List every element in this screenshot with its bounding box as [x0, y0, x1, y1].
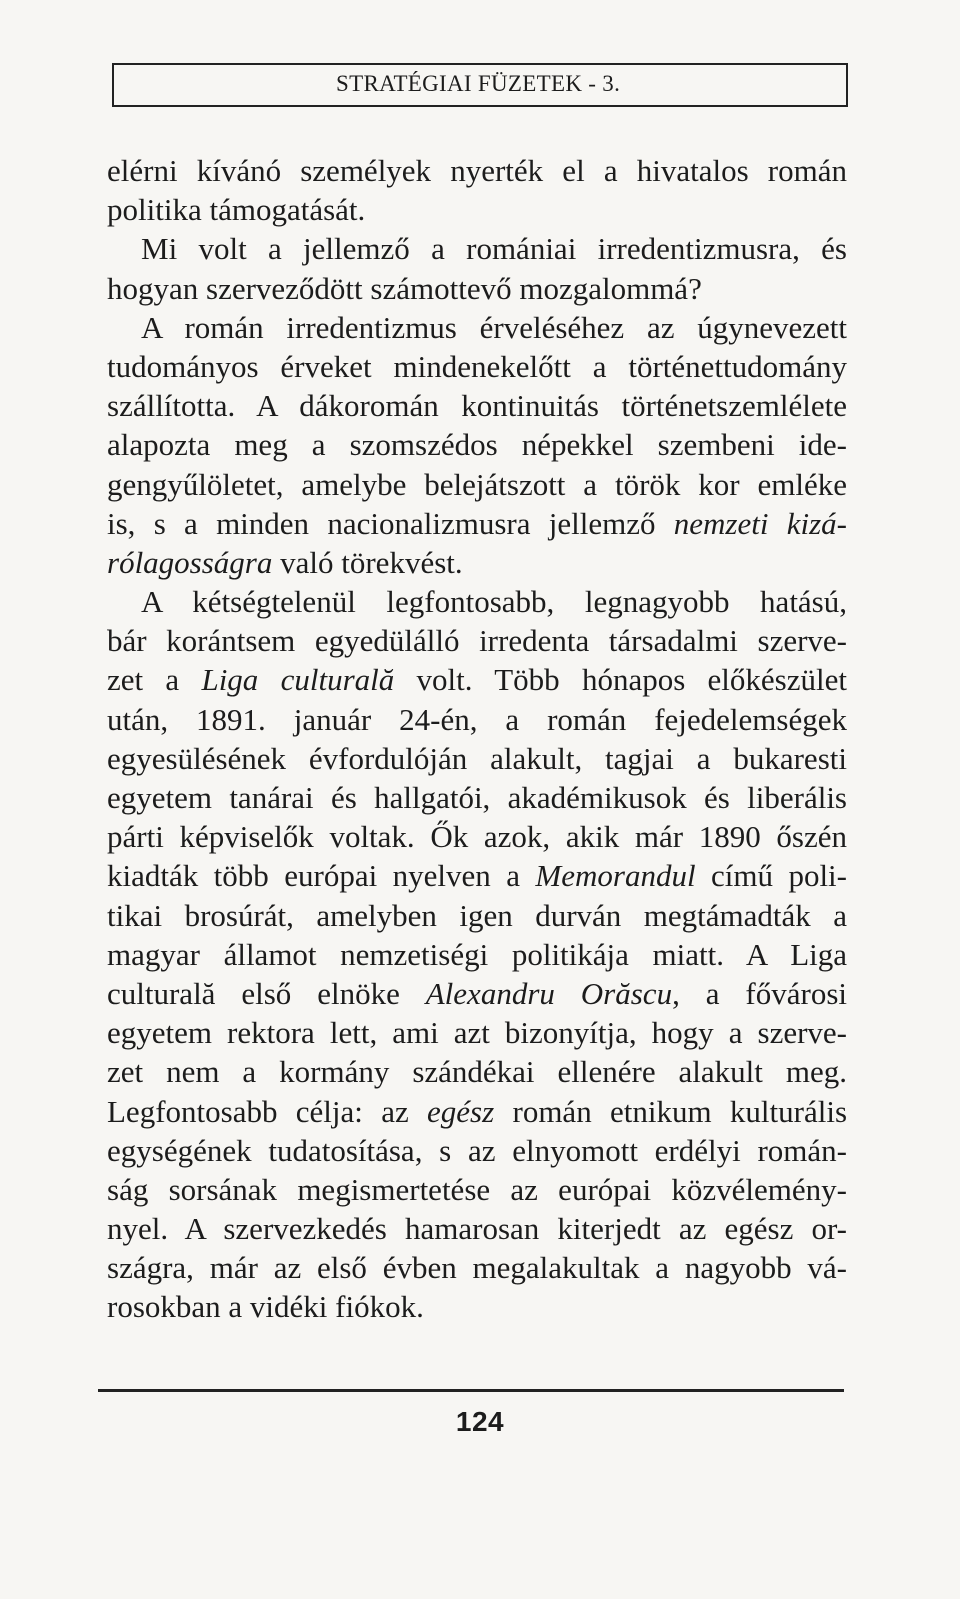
text-line: Mi volt a jellemző a romániai irredentizmusra, és — [141, 231, 847, 267]
text-run: című poli- — [695, 858, 847, 894]
text-line: szállította. A dákoromán kontinuitás történetszemlélete — [107, 388, 847, 424]
text-line: ság sorsának megismertetése az európai közvélemény- — [107, 1171, 847, 1207]
text-line: gengyűlöletet, amelybe belejátszott a török kor emléke — [107, 466, 847, 502]
running-header-box — [112, 63, 848, 107]
text-run: culturală első elnöke — [107, 975, 426, 1011]
text-line: hogyan szerveződött számottevő mozgalommá? — [107, 270, 702, 306]
text-line — [107, 974, 847, 1013]
text-line: után, 1891. január 24-én, a román fejedelemségek — [107, 701, 847, 737]
text-line: egyetem rektora lett, ami azt bizonyítja, hogy a szerve- — [107, 1015, 847, 1051]
page-number: 124 — [455, 1406, 505, 1437]
text-run: Legfontosabb célja: az — [107, 1093, 428, 1129]
text-line — [107, 660, 847, 699]
text-run: is, s a minden nacionalizmusra jellemző — [107, 505, 674, 541]
body-text — [107, 151, 847, 1327]
text-line: tikai brosúrát, amelyben igen durván megtámadták a — [107, 897, 847, 933]
text-line: A román irredentizmus érveléséhez az úgynevezett — [141, 309, 847, 345]
text-line: bár korántsem egyedülálló irredenta társadalmi szerve- — [107, 623, 847, 659]
italic-term: Liga culturală — [201, 662, 395, 698]
italic-term: nemzeti kizá- — [673, 505, 847, 541]
text-line: tudományos érveket mindenekelőtt a történettudomány — [107, 348, 847, 384]
text-line: alapozta meg a szomszédos népekkel szembeni ide- — [107, 427, 847, 463]
text-run: való törekvést. — [272, 544, 463, 580]
text-run: román etnikum kulturális — [494, 1093, 848, 1129]
text-line: magyar államot nemzetiségi politikája miatt. A Liga — [107, 936, 847, 972]
text-line — [107, 504, 847, 543]
text-run: zet a — [107, 662, 202, 698]
text-line: elérni kívánó személyek nyerték el a hivatalos román — [107, 153, 847, 188]
text-line: politika támogatását. — [107, 192, 366, 228]
footer-rule — [98, 1389, 844, 1392]
text-line: egyesülésének évfordulóján alakult, tagjai a bukaresti — [107, 740, 847, 776]
text-line: zet nem a kormány szándékai ellenére alakult meg. — [107, 1054, 847, 1090]
text-line: rosokban a vidéki fiókok. — [107, 1289, 424, 1325]
text-line — [107, 1092, 847, 1131]
text-line: párti képviselők voltak. Ők azok, akik már 1890 őszén — [107, 819, 847, 855]
text-run: kiadták több európai nyelven a — [107, 858, 536, 894]
running-header-title: STRATÉGIAI FÜZETEK - 3. — [336, 71, 621, 96]
text-line — [107, 856, 847, 895]
italic-term: Alexandru Orăscu — [425, 975, 673, 1011]
italic-term: rólagosságra — [107, 544, 273, 580]
text-run: volt. Több hónapos előkészület — [394, 662, 847, 698]
italic-term: egész — [427, 1093, 495, 1129]
text-line — [107, 543, 847, 582]
text-line: nyel. A szervezkedés hamarosan kiterjedt az egész or- — [107, 1211, 847, 1247]
italic-term: Memorandul — [535, 858, 696, 894]
text-line: A kétségtelenül legfontosabb, legnagyobb hatású, — [141, 584, 847, 620]
text-line: szágra, már az első évben megalakultak a nagyobb vá- — [107, 1250, 847, 1286]
text-run: , a fővárosi — [672, 975, 847, 1011]
text-line: egységének tudatosítása, s az elnyomott erdélyi román- — [107, 1132, 847, 1168]
text-line: egyetem tanárai és hallgatói, akadémikusok és liberális — [107, 780, 847, 815]
